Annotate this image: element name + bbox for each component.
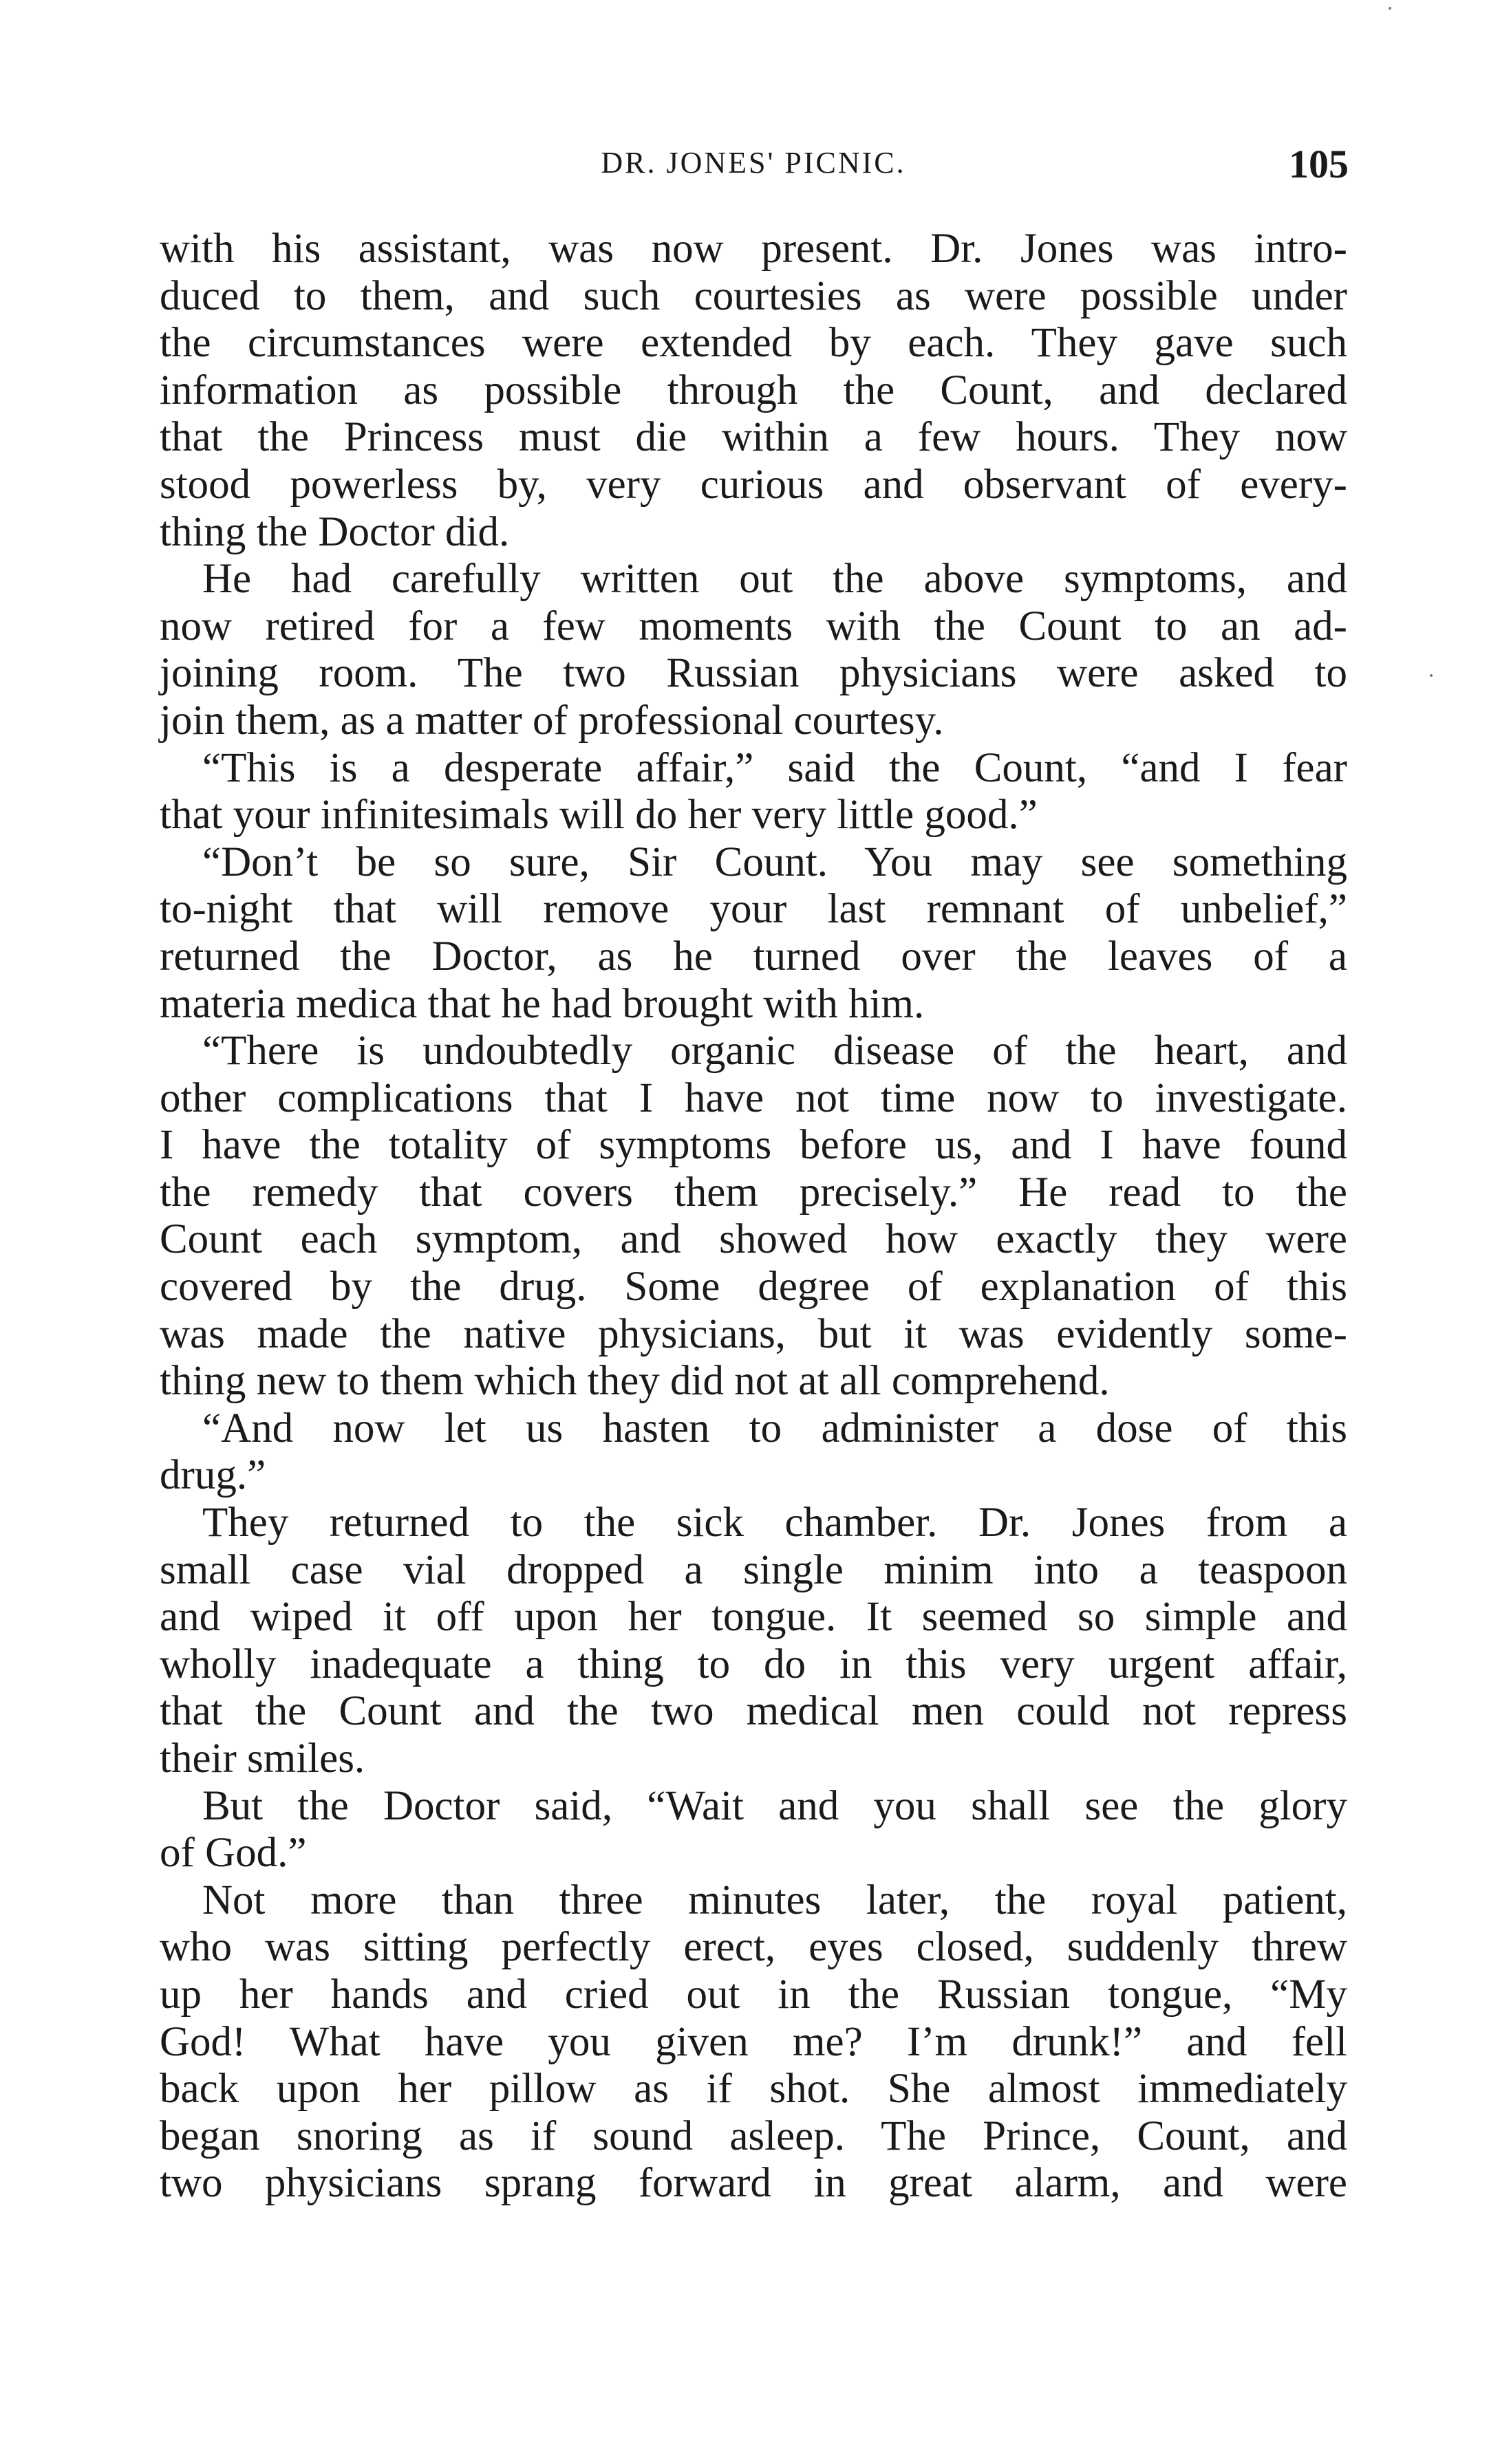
text-line: began snoring as if sound asleep. The Prince, Count, and [160,2112,1347,2159]
text-line: thing the Doctor did. [160,508,510,555]
text-line: God! What have you given me? I’m drunk!” and fell [160,2018,1347,2065]
text-line: and wiped it off upon her tongue. It seemed so simple and [160,1594,1347,1641]
text-line: “There is undoubtedly organic disease of the heart, and [202,1028,1347,1074]
text-line: covered by the drug. Some degree of explanation of this [160,1264,1347,1310]
text-line: up her hands and cried out in the Russian tongue, “My [160,1971,1347,2018]
text-line: that the Count and the two medical men could not repress [160,1688,1347,1735]
text-line: that the Princess must die within a few hours. They now [160,414,1347,461]
text-line: wholly inadequate a thing to do in this very urgent affair, [160,1641,1347,1687]
text-line: He had carefully written out the above symptoms, and [202,556,1347,603]
text-line: materia medica that he had brought with him. [160,980,925,1027]
text-line: returned the Doctor, as he turned over the leaves of a [160,933,1347,980]
text-line: duced to them, and such courtesies as were possible under [160,272,1347,319]
text-line: of God.” [160,1830,307,1877]
text-line: “This is a desperate affair,” said the Count, “and I fear [202,744,1347,791]
text-line: back upon her pillow as if shot. She almost immediately [160,2066,1347,2112]
text-line: join them, as a matter of professional courtesy. [160,697,944,744]
text-line: the remedy that covers them precisely.” He read to the [160,1169,1347,1215]
text-line: small case vial dropped a single minim into a teaspoon [160,1546,1347,1593]
text-line: now retired for a few moments with the Count to an ad- [160,603,1347,649]
text-line: thing new to them which they did not at all comprehend. [160,1358,1110,1405]
scan-speck-mark [1430,674,1433,677]
text-line: the circumstances were extended by each. They gave such [160,320,1347,367]
text-line: They returned to the sick chamber. Dr. Jones from a [202,1500,1347,1546]
text-line: Not more than three minutes later, the royal patient, [202,1877,1347,1923]
text-line: information as possible through the Count, and declared [160,367,1347,413]
text-line: other complications that I have not time now to investigate. [160,1074,1347,1121]
text-line: with his assistant, was now present. Dr. Jones was intro- [160,226,1347,272]
text-line: stood powerless by, very curious and observant of every- [160,461,1347,508]
running-head [158,141,1349,196]
text-line: to-night that will remove your last remnant of unbelief,” [160,886,1347,933]
page-number: 105 [1289,142,1349,186]
text-line: who was sitting perfectly erect, eyes closed, suddenly threw [160,1924,1347,1971]
text-line: But the Doctor said, “Wait and you shall see the glory [202,1782,1347,1829]
text-line: that your infinitesimals will do her very little good.” [160,792,1038,839]
text-line: I have the totality of symptoms before us, and I have found [160,1122,1347,1169]
running-title: DR. JONES' PICNIC. [601,146,906,180]
text-line: “Don’t be so sure, Sir Count. You may see something [202,839,1347,885]
text-line: drug.” [160,1452,266,1499]
text-line: joining room. The two Russian physicians were asked to [160,650,1347,697]
text-line: Count each symptom, and showed how exactly they were [160,1216,1347,1263]
body-text [160,226,1347,2207]
text-line: was made the native physicians, but it was evidently some- [160,1310,1347,1357]
text-line: their smiles. [160,1736,365,1782]
text-line: two physicians sprang forward in great alarm, and were [160,2160,1347,2207]
text-line: “And now let us hasten to administer a dose of this [202,1405,1347,1451]
scan-speck-mark [1389,7,1391,10]
